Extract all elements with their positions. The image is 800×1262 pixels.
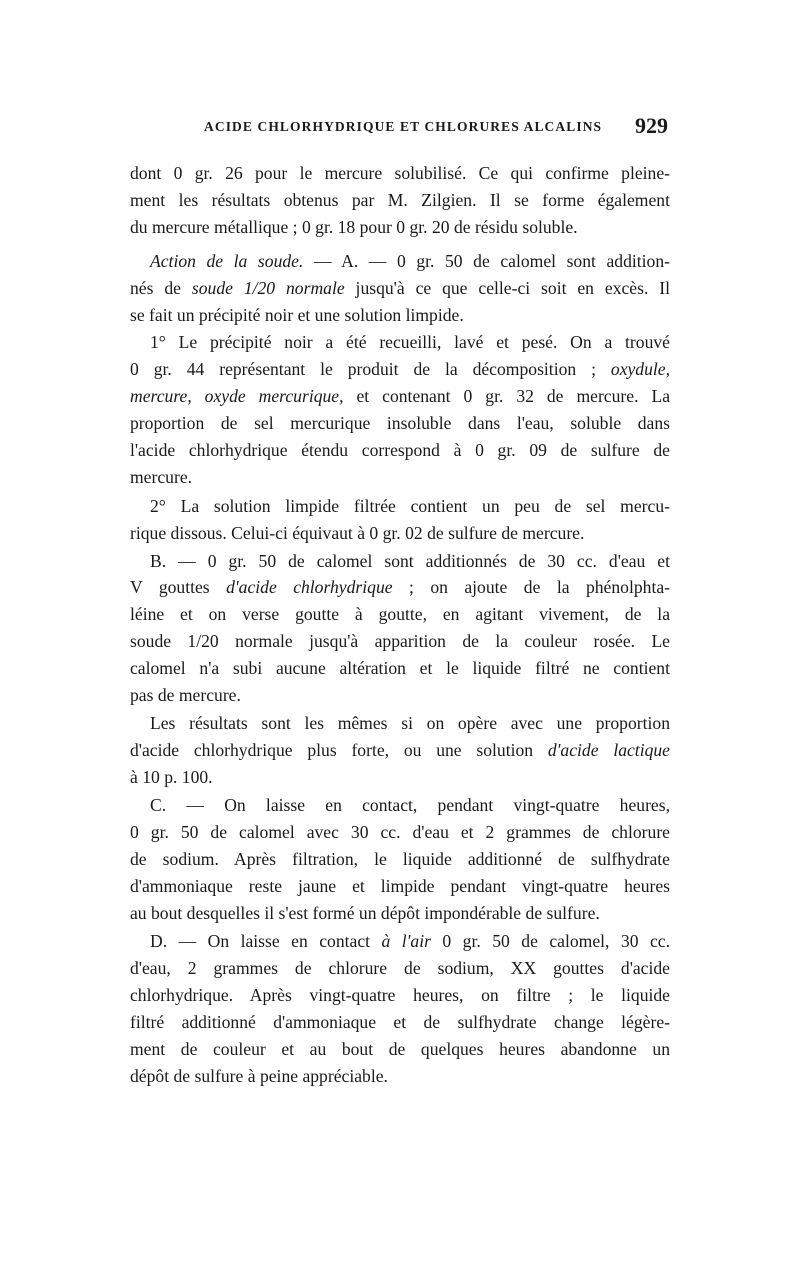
text-segment: nés de (130, 278, 192, 298)
text-line (130, 356, 670, 382)
text-segment: 0 gr. 44 représentant le produit de la décomposition ; (130, 359, 611, 379)
text-line (150, 548, 670, 574)
text-line (130, 302, 670, 328)
text-segment: pas de mercure. (130, 685, 241, 705)
text-segment: Les résultats sont les mêmes si on opère avec une proportion (150, 713, 670, 733)
italic-text: à l'air (381, 931, 431, 951)
text-line (130, 383, 670, 409)
italic-text: soude 1/20 normale (191, 278, 345, 298)
text-segment: au bout desquelles il s'est formé un dépôt impondérable de sulfure. (130, 903, 600, 923)
text-segment: d'acide chlorhydrique plus forte, ou une solution (130, 740, 548, 760)
text-line (130, 873, 670, 899)
text-segment: rique dissous. Celui-ci équivaut à 0 gr. 02 de sulfure de mercure. (130, 523, 585, 543)
text-line (130, 214, 670, 240)
text-line (130, 464, 670, 490)
text-line (130, 437, 670, 463)
text-line (150, 928, 670, 954)
text-segment: soude 1/20 normale jusqu'à apparition de la couleur rosée. Le (130, 631, 670, 651)
text-line (130, 900, 670, 926)
text-segment: dont 0 gr. 26 pour le mercure solubilisé. Ce qui confirme pleine- (130, 163, 670, 183)
text-line (130, 737, 670, 763)
text-line (130, 410, 670, 436)
text-line (130, 574, 670, 600)
page-number: 929 (635, 113, 668, 138)
text-segment: proportion de sel mercurique insoluble dans l'eau, soluble dans (130, 413, 670, 433)
text-line (150, 248, 670, 274)
text-segment: mercure. (130, 467, 193, 487)
text-segment: filtré additionné d'ammoniaque et de sulfhydrate change légère- (130, 1012, 670, 1032)
text-segment: et contenant 0 gr. 32 de mercure. La (343, 386, 671, 406)
text-segment: V gouttes (130, 577, 227, 597)
text-segment: 2° La solution limpide filtrée contient un peu de sel mercu- (150, 496, 670, 516)
text-segment: du mercure métallique ; 0 gr. 18 pour 0 gr. 20 de résidu soluble. (130, 217, 578, 237)
text-segment: ; on ajoute de la phénolphta- (392, 577, 670, 597)
text-line (130, 764, 670, 790)
text-line (130, 160, 670, 186)
text-segment: D. — On laisse en contact (150, 931, 382, 951)
text-segment: léine et on verse goutte à goutte, en agitant vivement, de la (130, 604, 670, 624)
italic-text: oxydule, (610, 359, 670, 379)
text-segment: d'ammoniaque reste jaune et limpide pendant vingt-quatre heures (130, 876, 670, 896)
running-title: ACIDE CHLORHYDRIQUE ET CHLORURES ALCALINS (204, 119, 603, 134)
text-segment: de sodium. Après filtration, le liquide additionné de sulfhydrate (130, 849, 670, 869)
text-line (130, 628, 670, 654)
text-line (130, 682, 670, 708)
text-segment: calomel n'a subi aucune altération et le liquide filtré ne contient (130, 658, 670, 678)
text-line (130, 655, 670, 681)
italic-text: mercure, oxyde mercurique, (130, 386, 344, 406)
text-line (150, 792, 670, 818)
text-line (130, 1009, 670, 1035)
text-line (130, 1063, 670, 1089)
text-line (130, 955, 670, 981)
text-segment: d'eau, 2 grammes de chlorure de sodium, XX gouttes d'acide (130, 958, 670, 978)
text-segment: chlorhydrique. Après vingt-quatre heures, on filtre ; le liquide (130, 985, 670, 1005)
text-segment: ment de couleur et au bout de quelques heures abandonne un (130, 1039, 670, 1059)
text-line (130, 520, 670, 546)
text-line (130, 982, 670, 1008)
text-segment: B. — 0 gr. 50 de calomel sont additionnés de 30 cc. d'eau et (150, 551, 670, 571)
text-segment: l'acide chlorhydrique étendu correspond à 0 gr. 09 de sulfure de (130, 440, 670, 460)
text-line (130, 1036, 670, 1062)
italic-text: d'acide lactique (547, 740, 670, 760)
text-line (150, 493, 670, 519)
text-line (130, 601, 670, 627)
text-segment: 0 gr. 50 de calomel avec 30 cc. d'eau et 2 grammes de chlorure (130, 822, 670, 842)
text-segment: 1° Le précipité noir a été recueilli, lavé et pesé. On a trouvé (150, 332, 670, 352)
text-line (150, 329, 670, 355)
text-segment: C. — On laisse en contact, pendant vingt-quatre heures, (150, 795, 670, 815)
text-line (150, 710, 670, 736)
text-segment: dépôt de sulfure à peine appréciable. (130, 1066, 388, 1086)
text-segment: 0 gr. 50 de calomel, 30 cc. (430, 931, 670, 951)
italic-text: Action de la soude. (150, 251, 304, 271)
text-segment: jusqu'à ce que celle-ci soit en excès. Il (344, 278, 671, 298)
text-segment: à 10 p. 100. (130, 767, 213, 787)
text-line (130, 275, 670, 301)
text-segment: — A. — 0 gr. 50 de calomel sont addition- (303, 251, 670, 271)
page-header (130, 113, 668, 147)
text-segment: ment les résultats obtenus par M. Zilgien. Il se forme également (130, 190, 670, 210)
italic-text: d'acide chlorhydrique (226, 577, 393, 597)
text-line (130, 846, 670, 872)
text-line (130, 187, 670, 213)
text-line (130, 819, 670, 845)
text-segment: se fait un précipité noir et une solution limpide. (130, 305, 464, 325)
